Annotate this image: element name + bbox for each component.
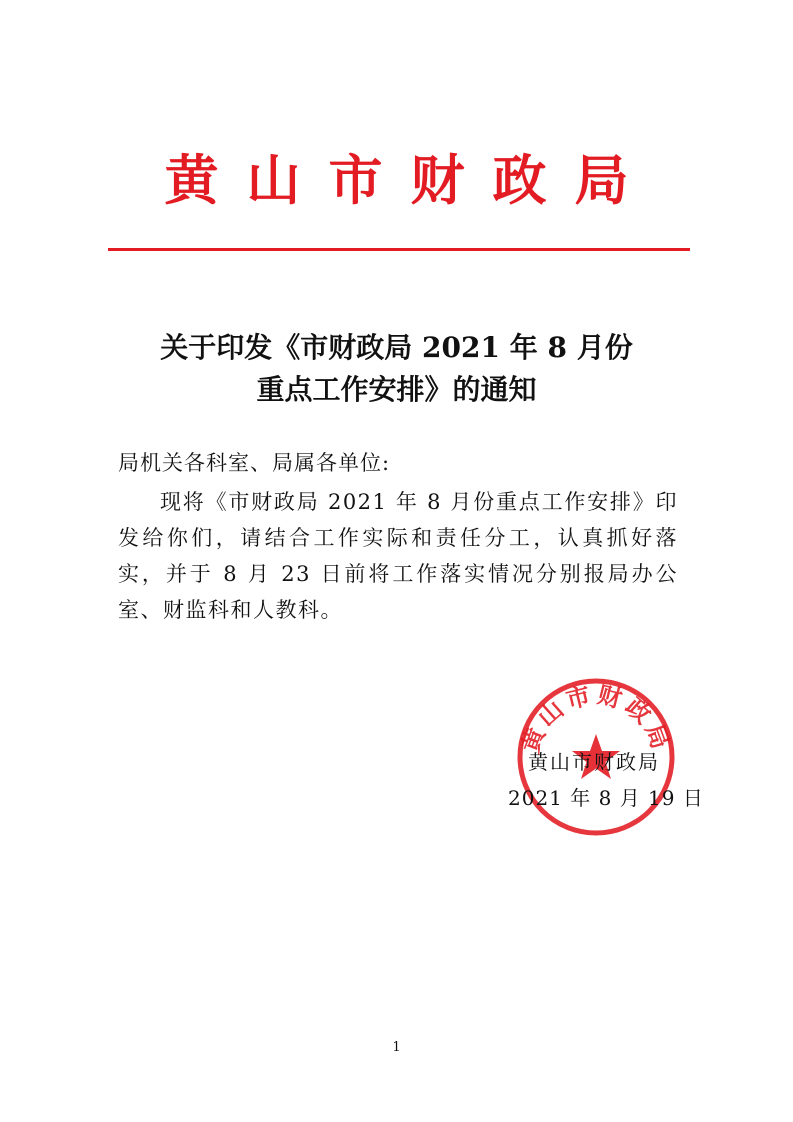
masthead-title: 黄山市财政局: [164, 148, 657, 212]
addressee: 局机关各科室、局属各单位:: [118, 451, 391, 475]
document-title-line2: 重点工作安排》的通知: [256, 373, 537, 406]
page-number: 1: [392, 1040, 401, 1055]
signature-date: 2021 年 8 月 19 日: [508, 786, 704, 810]
red-divider: [108, 248, 690, 251]
document-title-line1: 关于印发《市财政局 2021 年 8 月份: [160, 331, 633, 364]
body-paragraph: 现将《市财政局 2021 年 8 月份重点工作安排》印发给你们，请结合工作实际和责任分工，认真抓好落实，并于 8 月 23 日前将工作落实情况分别报局办公室、财监科和人教科。: [118, 490, 678, 622]
svg-text:黄山市财政局: 黄山市财政局: [515, 679, 677, 757]
signature-organization: 黄山市财政局: [528, 750, 660, 774]
